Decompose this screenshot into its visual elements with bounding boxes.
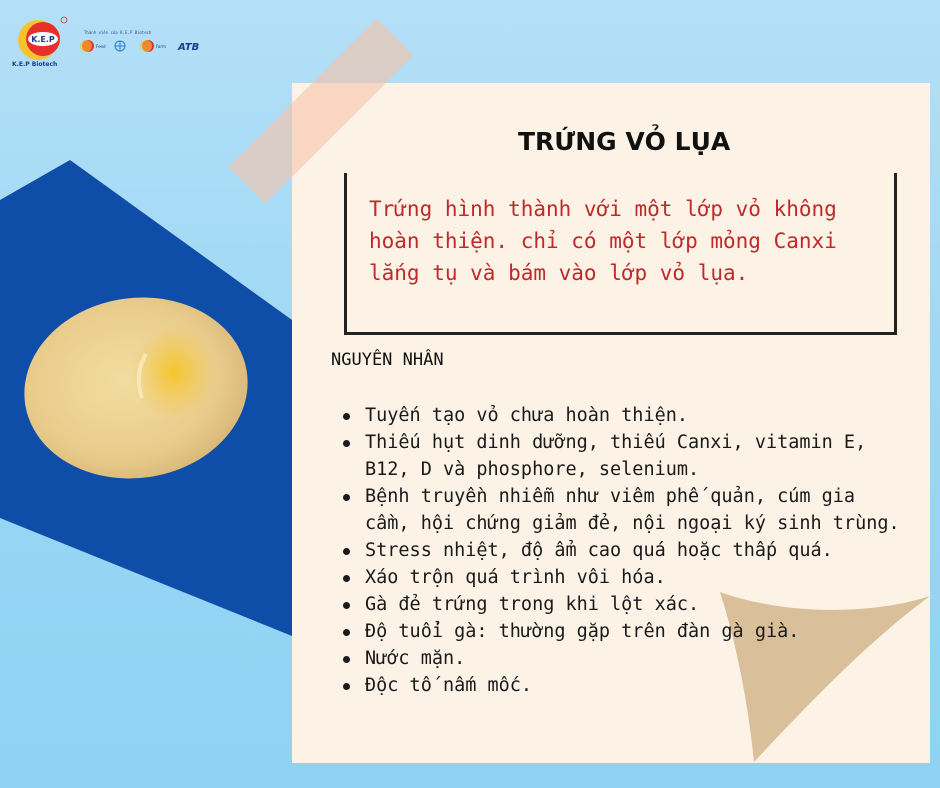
list-item: Nước mặn. — [340, 645, 900, 672]
list-item: Độ tuổi gà: thường gặp trên đàn gà già. — [340, 618, 900, 645]
definition-box — [344, 173, 897, 335]
logo-cluster — [10, 14, 200, 74]
silk-shell-egg-image — [22, 294, 252, 484]
svg-text:ATB: ATB — [178, 42, 200, 53]
causes-heading: NGUYÊN NHÂN — [331, 350, 444, 370]
partner-logos — [80, 36, 200, 56]
list-item: Stress nhiệt, độ ẩm cao quá hoặc thấp quá. — [340, 537, 900, 564]
logo-tagline: Thành viên của K.E.P Biotech — [84, 30, 152, 35]
definition-text: Trứng hình thành với một lớp vỏ không hoàn thiện. chỉ có một lớp mỏng Canxi lắng tụ và bám vào lớp vỏ lụa. — [369, 197, 837, 285]
svg-text:Feed: Feed — [96, 44, 106, 49]
list-item: Tuyến tạo vỏ chưa hoàn thiện. — [340, 402, 900, 429]
list-item: Thiếu hụt dinh dưỡng, thiếu Canxi, vitamin E, B12, D và phosphore, selenium. — [340, 429, 900, 483]
list-item: Xáo trộn quá trình vôi hóa. — [340, 564, 900, 591]
svg-text:K.E.P: K.E.P — [31, 35, 55, 44]
causes-list — [340, 402, 900, 699]
brand-text: K.E.P Biotech — [12, 61, 58, 68]
list-item: Bệnh truyền nhiễm như viêm phế quản, cúm gia cầm, hội chứng giảm đẻ, nội ngoại ký sinh trùng. — [340, 483, 900, 537]
page-title: TRỨNG VỎ LỤA — [518, 127, 731, 156]
list-item: Gà đẻ trứng trong khi lột xác. — [340, 591, 900, 618]
list-item: Độc tố nấm mốc. — [340, 672, 900, 699]
svg-text:Farm: Farm — [156, 44, 166, 49]
